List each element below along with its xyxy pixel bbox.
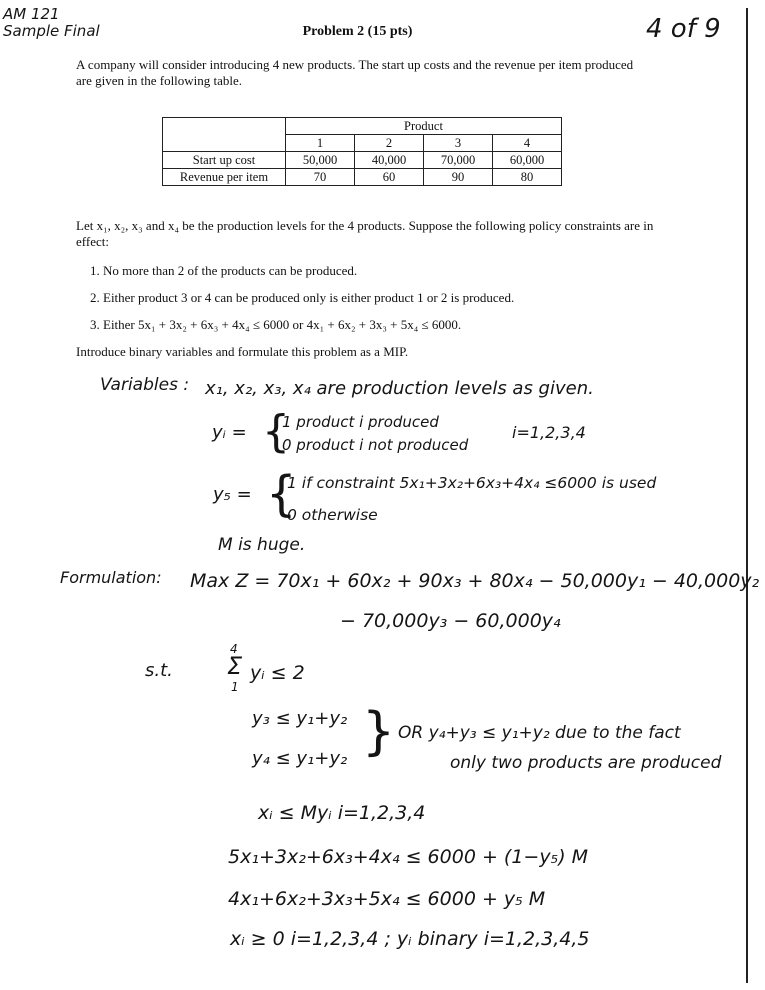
table-column-header: 2	[355, 135, 424, 152]
subject-to-label: s.t.	[145, 660, 173, 681]
m-is-huge-note: M is huge.	[218, 535, 306, 555]
yi-index-range: i=1,2,3,4	[512, 423, 586, 442]
formulation-label: Formulation:	[60, 568, 162, 587]
policy-constraint-2: 2. Either product 3 or 4 can be produced only is either product 1 or 2 is produced.	[90, 290, 515, 305]
problem-title: Problem 2 (15 pts)	[302, 24, 413, 39]
table-cell: 40,000	[355, 152, 424, 169]
table-cell: 80	[493, 169, 562, 186]
mip-instruction: Introduce binary variables and formulate this problem as a MIP.	[76, 344, 409, 359]
constraint-y4: y₄ ≤ y₁+y₂	[252, 748, 348, 769]
product-table	[162, 117, 562, 186]
table-corner-lower	[163, 135, 286, 152]
table-cell: 60	[355, 169, 424, 186]
policy-constraint-1: 1. No more than 2 of the products can be produced.	[90, 263, 358, 278]
table-row-label: Revenue per item	[163, 169, 286, 186]
table-column-header: 4	[493, 135, 562, 152]
yi-case-not-produced: 0 product i not produced	[282, 436, 469, 454]
objective-line-1: Max Z = 70x₁ + 60x₂ + 90x₃ + 80x₄ − 50,000y₁ − 40,000y₂	[190, 570, 760, 592]
sum-lower-limit: 1	[231, 680, 239, 694]
nonnegativity-binary-constraint: xᵢ ≥ 0 i=1,2,3,4 ; yᵢ binary i=1,2,3,4,5	[230, 928, 590, 950]
variables-line: x₁, x₂, x₃, x₄ are production levels as given.	[205, 378, 594, 399]
table-cell: 50,000	[286, 152, 355, 169]
or-alternative-note-2: only two products are produced	[450, 753, 722, 773]
yi-case-produced: 1 product i produced	[282, 413, 439, 431]
table-group-header-row	[163, 118, 562, 135]
table-corner	[163, 118, 286, 135]
table-column-header: 3	[424, 135, 493, 152]
exam-name: Sample Final	[3, 22, 100, 40]
yi-definition-lhs: yᵢ =	[212, 422, 247, 443]
table-column-header: 1	[286, 135, 355, 152]
constraint-second-either-or: 4x₁+6x₂+3x₃+5x₄ ≤ 6000 + y₅ M	[228, 888, 546, 910]
table-row	[163, 152, 562, 169]
sum-upper-limit: 4	[230, 642, 238, 656]
sum-symbol: Σ	[227, 652, 243, 680]
page-border-line	[746, 8, 748, 983]
constraint-x-big-m: xᵢ ≤ Myᵢ i=1,2,3,4	[258, 802, 426, 824]
variables-definition-text: Let x₁, x₂, x₃ and x₄ be the production levels for the 4 products. Suppose the following policy constraints are in effect:	[76, 218, 654, 249]
y5-case-used: 1 if constraint 5x₁+3x₂+6x₃+4x₄ ≤6000 is used	[287, 474, 657, 492]
table-cell: 70	[286, 169, 355, 186]
closing-brace: }	[362, 702, 396, 762]
constraint-y3: y₃ ≤ y₁+y₂	[252, 708, 348, 729]
variables-label: Variables :	[100, 375, 190, 395]
course-code: AM 121	[3, 5, 60, 23]
y5-brace: {	[266, 466, 297, 522]
y5-case-otherwise: 0 otherwise	[287, 506, 378, 524]
table-column-header-row	[163, 135, 562, 152]
policy-constraint-3: 3. Either 5x₁ + 3x₂ + 6x₃ + 4x₄ ≤ 6000 or 4x₁ + 6x₂ + 3x₃ + 5x₄ ≤ 6000.	[90, 317, 462, 332]
or-alternative-note: OR y₄+y₃ ≤ y₁+y₂ due to the fact	[398, 723, 681, 743]
constraint-first-either-or: 5x₁+3x₂+6x₃+4x₄ ≤ 6000 + (1−y₅) M	[228, 846, 589, 868]
sum-constraint: yᵢ ≤ 2	[250, 662, 305, 684]
table-cell: 60,000	[493, 152, 562, 169]
table-cell: 90	[424, 169, 493, 186]
table-cell: 70,000	[424, 152, 493, 169]
problem-intro: A company will consider introducing 4 new products. The start up costs and the revenue per item produced are given in the following table.	[76, 57, 634, 88]
yi-brace: {	[262, 406, 290, 457]
table-group-header: Product	[286, 118, 562, 135]
table-row-label: Start up cost	[163, 152, 286, 169]
page-marker: 4 of 9	[646, 14, 721, 44]
table-row	[163, 169, 562, 186]
y5-definition-lhs: y₅ =	[213, 484, 252, 505]
objective-line-2: − 70,000y₃ − 60,000y₄	[340, 610, 561, 632]
